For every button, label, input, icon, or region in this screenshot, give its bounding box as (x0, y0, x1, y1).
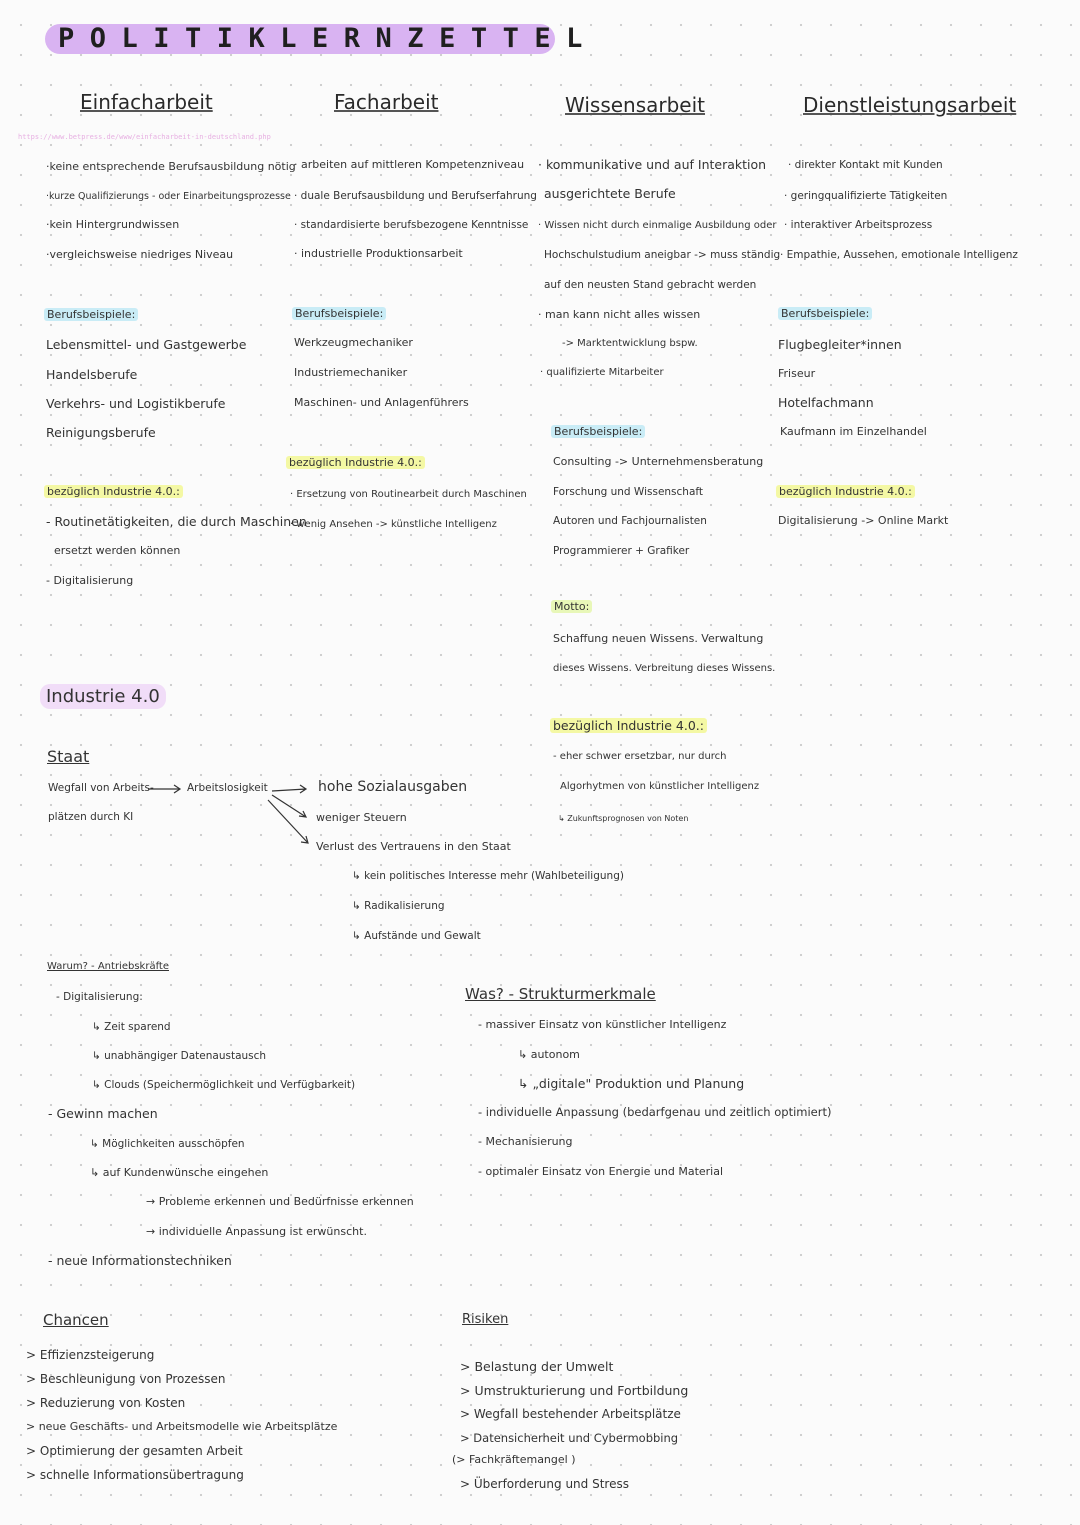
list-item: > Datensicherheit und Cybermobbing (460, 1431, 679, 1445)
list-item: ersetzt werden können (54, 544, 181, 557)
list-item: · qualifizierte Mitarbeiter (540, 367, 664, 378)
list-item: > Optimierung der gesamten Arbeit (26, 1444, 243, 1458)
list-item: ·kurze Qualifizierungs - oder Einarbeitungsprozesse (46, 191, 291, 202)
list-item: Friseur (778, 367, 816, 380)
einfach-beispiele-label: Berufsbeispiele: (44, 308, 138, 321)
list-item: - Gewinn machen (48, 1106, 158, 1121)
staat-label: Staat (47, 747, 90, 766)
list-item: - massiver Einsatz von künstlicher Intelligenz (478, 1018, 727, 1031)
list-item: > Umstrukturierung und Fortbildung (460, 1383, 689, 1398)
list-item: - neue Informationstechniken (48, 1253, 232, 1268)
risiken-label: Risiken (462, 1312, 509, 1327)
dienst-industrie-label: bezüglich Industrie 4.0.: (776, 485, 915, 498)
list-item: · standardisierte berufsbezogene Kenntnisse (294, 219, 529, 231)
list-item: > Reduzierung von Kosten (26, 1396, 186, 1410)
list-item: (> Fachkräftemangel ) (452, 1453, 576, 1466)
list-item: · industrielle Produktionsarbeit (294, 247, 463, 260)
fach-beispiele-label: Berufsbeispiele: (292, 307, 386, 320)
list-item: · wenig Ansehen -> künstliche Intelligenz (290, 519, 497, 530)
list-item: - eher schwer ersetzbar, nur durch (553, 751, 727, 762)
list-item: > Effizienzsteigerung (26, 1348, 155, 1362)
arrow-icon (268, 800, 308, 843)
list-item: · man kann nicht alles wissen (538, 308, 701, 321)
list-item: Consulting -> Unternehmensberatung (553, 455, 764, 468)
list-item: → Probleme erkennen und Bedürfnisse erkennen (146, 1195, 414, 1208)
list-item: > schnelle Informationsübertragung (26, 1468, 244, 1482)
list-item: ↳ Aufstände und Gewalt (352, 930, 481, 942)
list-item: Handelsberufe (46, 367, 138, 382)
list-item: · direkter Kontakt mit Kunden (788, 159, 943, 171)
list-item: hohe Sozialausgaben (318, 779, 468, 795)
list-item: · Ersetzung von Routinearbeit durch Maschinen (290, 489, 527, 500)
chancen-label: Chancen (43, 1311, 109, 1329)
arrow-icon (272, 795, 306, 817)
arrow-icon (148, 785, 180, 793)
list-item: Industriemechaniker (294, 366, 408, 379)
list-item: Forschung und Wissenschaft (553, 486, 704, 498)
industrie-heading: Industrie 4.0 (40, 684, 166, 709)
list-item: Hochschulstudium aneigbar -> muss ständig (544, 249, 781, 261)
warum-label: Warum? - Antriebskräfte (47, 961, 169, 972)
list-item: weniger Steuern (316, 811, 407, 824)
list-item: > Überforderung und Stress (460, 1477, 629, 1491)
list-item: ·vergleichsweise niedriges Niveau (46, 248, 234, 261)
list-item: · arbeiten auf mittleren Kompetenzniveau (294, 158, 525, 171)
list-item: · kommunikative und auf Interaktion (538, 157, 767, 172)
list-item: · interaktiver Arbeitsprozess (784, 219, 933, 231)
staat-cause-line2: plätzen durch KI (48, 811, 134, 823)
wissen-industrie-label: bezüglich Industrie 4.0.: (550, 718, 707, 733)
arrow-icon (272, 785, 306, 793)
list-item: - Digitalisierung (46, 574, 134, 587)
list-item: ↳ Clouds (Speichermöglichkeit und Verfügbarkeit) (92, 1079, 356, 1091)
list-item: Algorhytmen von künstlicher Intelligenz (560, 781, 760, 792)
list-item: ↳ „digitale" Produktion und Planung (518, 1076, 745, 1091)
list-item: · geringqualifizierte Tätigkeiten (784, 190, 948, 202)
list-item: · duale Berufsausbildung und Berufserfahrung (294, 190, 537, 202)
wissen-motto-label: Motto: (551, 600, 592, 613)
list-item: ·kein Hintergrundwissen (46, 218, 180, 231)
list-item: Verlust des Vertrauens in den Staat (316, 840, 511, 853)
list-item: auf den neusten Stand gebracht werden (544, 279, 757, 291)
dienst-beispiele-label: Berufsbeispiele: (778, 307, 872, 320)
list-item: ·keine entsprechende Berufsausbildung nötig (46, 160, 296, 173)
list-item: - Mechanisierung (478, 1135, 573, 1148)
fach-industrie-label: bezüglich Industrie 4.0.: (286, 456, 425, 469)
heading-einfacharbeit: Einfacharbeit (80, 90, 213, 114)
einfach-industrie-label: bezüglich Industrie 4.0.: (44, 485, 183, 498)
list-item: ↳ Radikalisierung (352, 900, 445, 912)
list-item: Flugbegleiter*innen (778, 337, 902, 352)
list-item: Autoren und Fachjournalisten (553, 515, 707, 527)
list-item: > neue Geschäfts- und Arbeitsmodelle wie Arbeitsplätze (26, 1420, 338, 1433)
was-label: Was? - Strukturmerkmale (465, 985, 656, 1003)
heading-dienstleistungsarbeit: Dienstleistungsarbeit (803, 93, 1017, 117)
heading-wissensarbeit: Wissensarbeit (565, 93, 706, 117)
list-item: → individuelle Anpassung ist erwünscht. (146, 1225, 367, 1238)
list-item: - optimaler Einsatz von Energie und Material (478, 1165, 724, 1178)
list-item: Programmierer + Grafiker (553, 545, 690, 557)
list-item: Kaufmann im Einzelhandel (780, 425, 927, 438)
page-title: POLITIKLERNZETTEL (58, 23, 598, 54)
list-item: Maschinen- und Anlagenführers (294, 396, 469, 409)
list-item: > Wegfall bestehender Arbeitsplätze (460, 1407, 681, 1421)
list-item: ↳ kein politisches Interesse mehr (Wahlbeteiligung) (352, 870, 624, 882)
list-item: Lebensmittel- und Gastgewerbe (46, 337, 247, 352)
list-item: - Digitalisierung: (56, 991, 143, 1003)
staat-middle: Arbeitslosigkeit (187, 782, 268, 794)
list-item: ↳ autonom (518, 1048, 580, 1061)
list-item: Hotelfachmann (778, 395, 874, 410)
list-item: Schaffung neuen Wissens. Verwaltung (553, 632, 764, 645)
staat-cause-line1: Wegfall von Arbeits- (48, 782, 154, 794)
list-item: ↳ Zeit sparend (92, 1021, 171, 1033)
source-url: https://www.betpress.de/www/einfacharbeit-in-deutschland.php (18, 133, 271, 141)
list-item: ↳ unabhängiger Datenaustausch (92, 1050, 267, 1062)
wissen-beispiele-label: Berufsbeispiele: (551, 425, 645, 438)
list-item: ↳ Möglichkeiten ausschöpfen (90, 1138, 245, 1150)
list-item: dieses Wissens. Verbreitung dieses Wissens. (553, 663, 776, 674)
list-item: > Belastung der Umwelt (460, 1359, 614, 1374)
dienst-industrie-item: Digitalisierung -> Online Markt (778, 514, 949, 527)
list-item: ↳ auf Kundenwünsche eingehen (90, 1166, 269, 1179)
list-item: - Routinetätigkeiten, die durch Maschinen (46, 514, 307, 529)
heading-facharbeit: Facharbeit (334, 90, 439, 114)
list-item: · Wissen nicht durch einmalige Ausbildung oder (538, 220, 777, 231)
list-item: ↳ Zukunftsprognosen von Noten (558, 814, 689, 823)
list-item: - individuelle Anpassung (bedarfgenau und zeitlich optimiert) (478, 1105, 832, 1119)
list-item: Verkehrs- und Logistikberufe (46, 396, 226, 411)
list-item: > Beschleunigung von Prozessen (26, 1372, 226, 1386)
list-item: -> Marktentwicklung bspw. (562, 338, 698, 349)
list-item: Reinigungsberufe (46, 425, 156, 440)
list-item: ausgerichtete Berufe (544, 186, 676, 201)
list-item: Werkzeugmechaniker (294, 336, 413, 349)
list-item: · Empathie, Aussehen, emotionale Intelligenz (780, 249, 1018, 261)
